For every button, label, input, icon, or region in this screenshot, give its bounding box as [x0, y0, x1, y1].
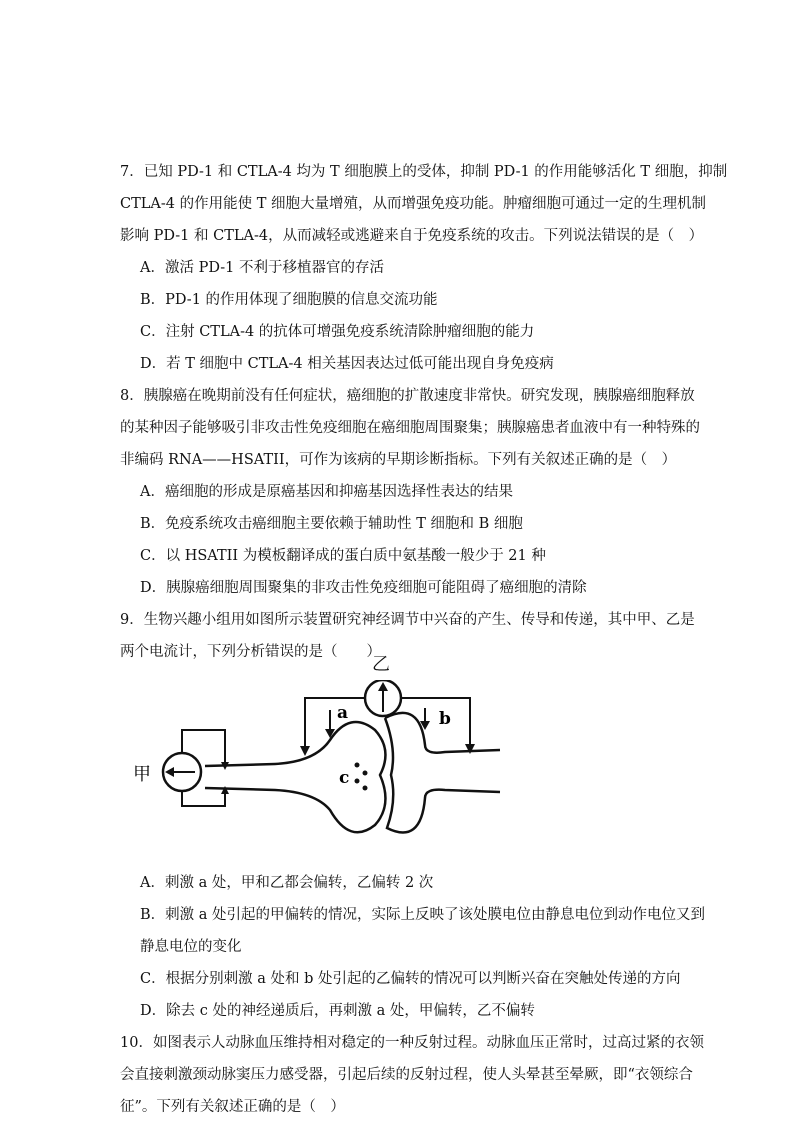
- electrode-arrowhead: [465, 744, 475, 754]
- q9-option-d: D．除去 c 处的神经递质后，再刺激 a 处，甲偏转，乙不偏转: [140, 1003, 535, 1019]
- vesicle-dot: [355, 763, 360, 768]
- q8-stem-line-1: 8．胰腺癌在晚期前没有任何症状，癌细胞的扩散速度非常快。研究发现，胰腺癌细胞释放: [120, 388, 695, 404]
- electrode-arrowhead: [300, 746, 310, 756]
- q7-stem-line-1: 7．已知 PD-1 和 CTLA-4 均为 T 细胞膜上的受体，抑制 PD-1 的作用能够活化 T 细胞，抑制: [120, 164, 728, 180]
- q10-stem-line-2: 会直接刺激颈动脉窦压力感受器，引起后续的反射过程，使人头晕甚至晕厥，即“衣领综合: [120, 1067, 693, 1083]
- presynaptic-neuron-outline: [205, 722, 385, 832]
- q7-option-b: B．PD-1 的作用体现了细胞膜的信息交流功能: [140, 292, 438, 308]
- q7-option-a: A．激活 PD-1 不利于移植器官的存活: [140, 260, 384, 276]
- vesicle-dot: [363, 786, 368, 791]
- q10-stem-line-3: 征”。下列有关叙述正确的是（ ）: [120, 1099, 345, 1115]
- q8-stem-line-2: 的某种因子能够吸引非攻击性免疫细胞在癌细胞周围聚集；胰腺癌患者血液中有一种特殊的: [120, 420, 700, 436]
- q9-stem-line-2: 两个电流计，下列分析错误的是（ ）: [120, 644, 381, 660]
- label-a: a: [337, 703, 349, 723]
- q9-option-a: A．刺激 a 处，甲和乙都会偏转，乙偏转 2 次: [140, 875, 434, 891]
- q9-option-b-line-1: B．刺激 a 处引起的甲偏转的情况，实际上反映了该处膜电位由静息电位到动作电位又到: [140, 907, 706, 923]
- label-c: c: [339, 768, 350, 788]
- neuron-synapse-figure: [125, 680, 525, 860]
- postsynaptic-neuron-lower-outline: [385, 718, 500, 833]
- q7-stem-line-3: 影响 PD-1 和 CTLA-4，从而减轻或逃避来自于免疫系统的攻击。下列说法错误的是（ ）: [120, 228, 704, 244]
- galvanometer-yi-wire-right: [401, 698, 470, 748]
- vesicle-dot: [363, 771, 368, 776]
- electrode-arrowhead: [221, 786, 229, 794]
- q7-option-d: D．若 T 细胞中 CTLA-4 相关基因表达过低可能出现自身免疫病: [140, 356, 554, 372]
- vesicle-dot: [355, 779, 360, 784]
- q8-stem-line-3: 非编码 RNA——HSATII，可作为该病的早期诊断指标。下列有关叙述正确的是（ ）: [120, 452, 677, 468]
- q10-stem-line-1: 10．如图表示人动脉血压维持相对稳定的一种反射过程。动脉血压正常时，过高过紧的衣领: [120, 1035, 704, 1051]
- label-b: b: [439, 709, 451, 729]
- q8-option-a: A．癌细胞的形成是原癌基因和抑癌基因选择性表达的结果: [140, 484, 513, 500]
- q9-option-b-line-2: 静息电位的变化: [140, 939, 242, 955]
- q9-stem-line-1: 9．生物兴趣小组用如图所示装置研究神经调节中兴奋的产生、传导和传递，其中甲、乙是: [120, 612, 695, 628]
- q8-option-b: B．免疫系统攻击癌细胞主要依赖于辅助性 T 细胞和 B 细胞: [140, 516, 523, 532]
- q7-option-c: C．注射 CTLA-4 的抗体可增强免疫系统清除肿瘤细胞的能力: [140, 324, 535, 340]
- label-yi-above: 乙: [372, 654, 390, 675]
- q8-option-c: C．以 HSATII 为模板翻译成的蛋白质中氨基酸一般少于 21 种: [140, 548, 546, 564]
- q8-option-d: D．胰腺癌细胞周围聚集的非攻击性免疫细胞可能阻碍了癌细胞的清除: [140, 580, 587, 596]
- galvanometer-yi-wire-left: [305, 698, 365, 750]
- q9-option-c: C．根据分别刺激 a 处和 b 处引起的乙偏转的情况可以判断兴奋在突触处传递的方向: [140, 971, 681, 987]
- label-jia: 甲: [133, 764, 151, 785]
- q7-stem-line-2: CTLA-4 的作用能使 T 细胞大量增殖，从而增强免疫功能。肿瘤细胞可通过一定的生理机制: [120, 196, 706, 212]
